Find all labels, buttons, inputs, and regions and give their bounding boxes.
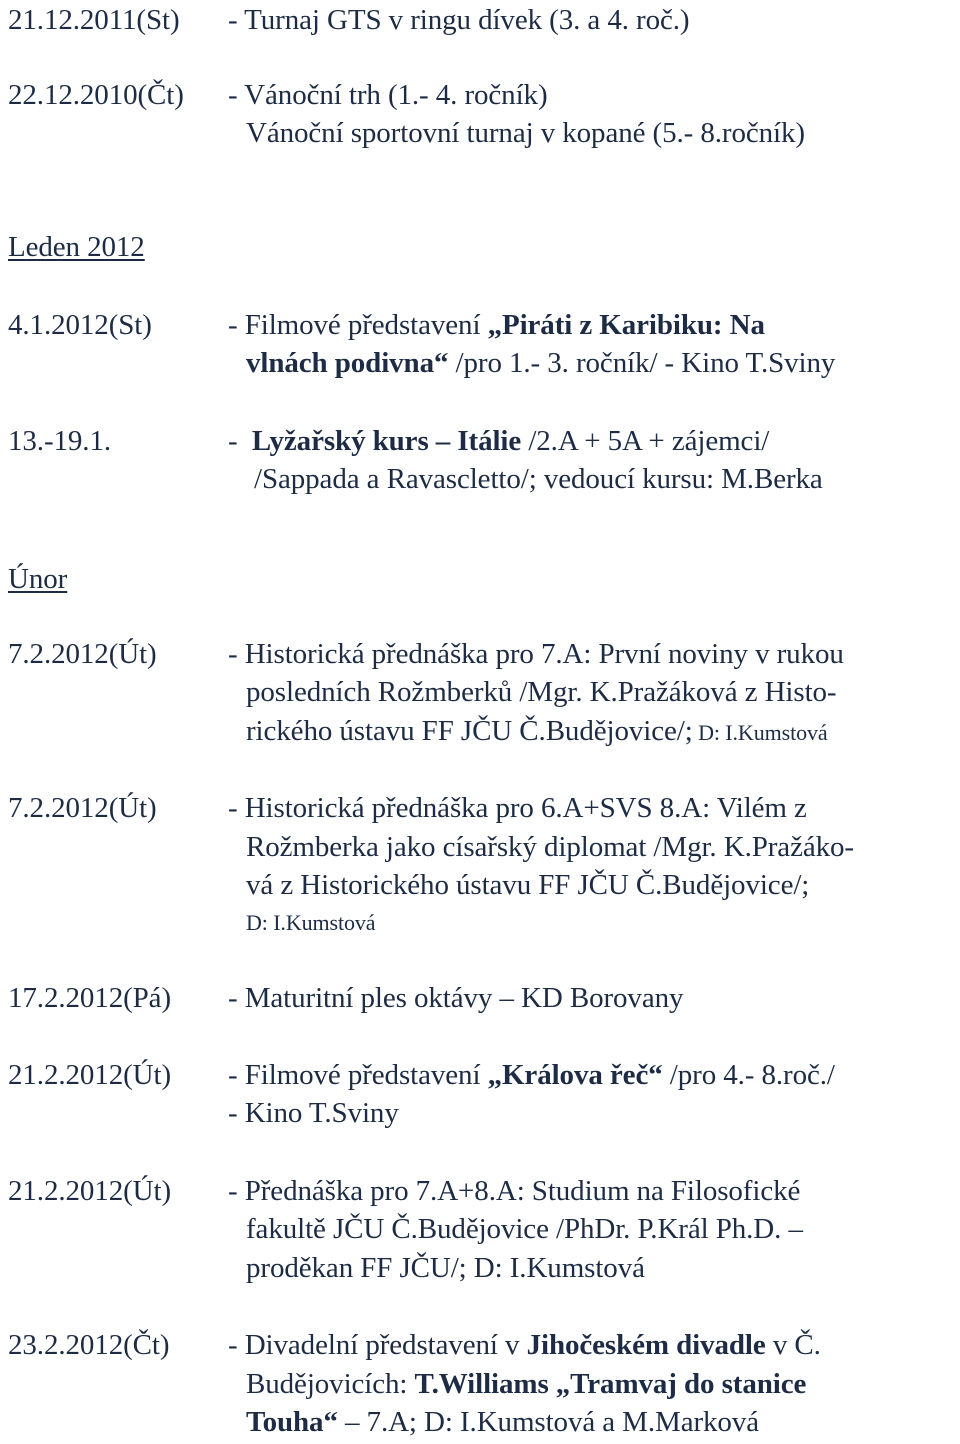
event-description: - Historická přednáška pro 7.A: První noviny v rukou <box>228 638 844 670</box>
event-date: 17.2.2012(Pá) <box>8 982 172 1014</box>
event-date: 7.2.2012(Út) <box>8 638 157 670</box>
event-description: - Turnaj GTS v ringu dívek (3. a 4. roč.) <box>228 4 690 36</box>
event-text: rického ústavu FF JČU Č.Budějovice/; <box>246 715 693 747</box>
event-description <box>228 423 769 459</box>
event-date: 21.2.2012(Út) <box>8 1175 172 1207</box>
event-date: 21.2.2012(Út) <box>8 1059 172 1091</box>
event-text: /2.A + 5A + zájemci/ <box>521 425 770 457</box>
event-title: Touha“ <box>246 1406 338 1438</box>
event-title: vlnách podivna“ <box>246 347 449 379</box>
event-description <box>246 345 835 381</box>
supervisor-note: D: I.Kumstová <box>692 720 828 745</box>
event-text: Budějovicích: <box>246 1368 415 1400</box>
event-description: /Sappada a Ravascletto/; vedoucí kursu: M.Berka <box>254 463 823 495</box>
supervisor-note: D: I.Kumstová <box>246 910 376 935</box>
event-description: - Vánoční trh (1.- 4. ročník) <box>228 79 548 111</box>
event-description: fakultě JČU Č.Budějovice /PhDr. P.Král Ph.D. – <box>246 1213 803 1245</box>
event-title: „Piráti z Karibiku: Na <box>487 309 765 341</box>
event-description <box>228 1057 835 1093</box>
event-text: - <box>228 425 245 457</box>
event-text: - Filmové představení <box>228 1059 488 1091</box>
event-text: /pro 1.- 3. ročník/ - Kino T.Sviny <box>448 347 836 379</box>
event-description: - Přednáška pro 7.A+8.A: Studium na Filosofické <box>228 1175 801 1207</box>
event-description: Rožmberka jako císařský diplomat /Mgr. K.Pražáko- <box>246 831 854 863</box>
event-date: 23.2.2012(Čt) <box>8 1329 170 1361</box>
month-heading: Únor <box>8 563 68 595</box>
event-text: – 7.A; D: I.Kumstová a M.Marková <box>337 1406 760 1438</box>
event-title: Lyžařský kurs – Itálie <box>244 425 522 457</box>
event-date: 22.12.2010(Čt) <box>8 79 184 111</box>
event-description: posledních Rožmberků /Mgr. K.Pražáková z Histo- <box>246 676 837 708</box>
event-date: 4.1.2012(St) <box>8 309 152 341</box>
event-venue: Jihočeském divadle <box>526 1329 766 1361</box>
event-description: vá z Historického ústavu FF JČU Č.Budějovice/; <box>246 869 810 901</box>
event-text: v Č. <box>765 1329 821 1361</box>
event-date: 21.12.2011(St) <box>8 4 180 36</box>
event-text: /pro 4.- 8.roč./ <box>662 1059 835 1091</box>
event-text: - Divadelní představení v <box>228 1329 527 1361</box>
event-description: - Kino T.Sviny <box>228 1097 399 1129</box>
event-description <box>228 307 765 343</box>
event-description <box>228 1327 821 1363</box>
event-title: „Králova řeč“ <box>487 1059 663 1091</box>
event-description <box>246 1404 759 1440</box>
event-date: 13.-19.1. <box>8 425 112 457</box>
event-description: Vánoční sportovní turnaj v kopané (5.- 8.ročník) <box>246 117 805 149</box>
event-description <box>246 713 828 749</box>
event-description: - Historická přednáška pro 6.A+SVS 8.A: Vilém z <box>228 792 807 824</box>
event-text: - Filmové představení <box>228 309 488 341</box>
event-description: proděkan FF JČU/; D: I.Kumstová <box>246 1252 645 1284</box>
event-date: 7.2.2012(Út) <box>8 792 157 824</box>
event-title: T.Williams „Tramvaj do stanice <box>414 1368 807 1400</box>
event-description <box>246 1366 806 1402</box>
event-description: - Maturitní ples oktávy – KD Borovany <box>228 982 684 1014</box>
month-heading: Leden 2012 <box>8 231 145 263</box>
